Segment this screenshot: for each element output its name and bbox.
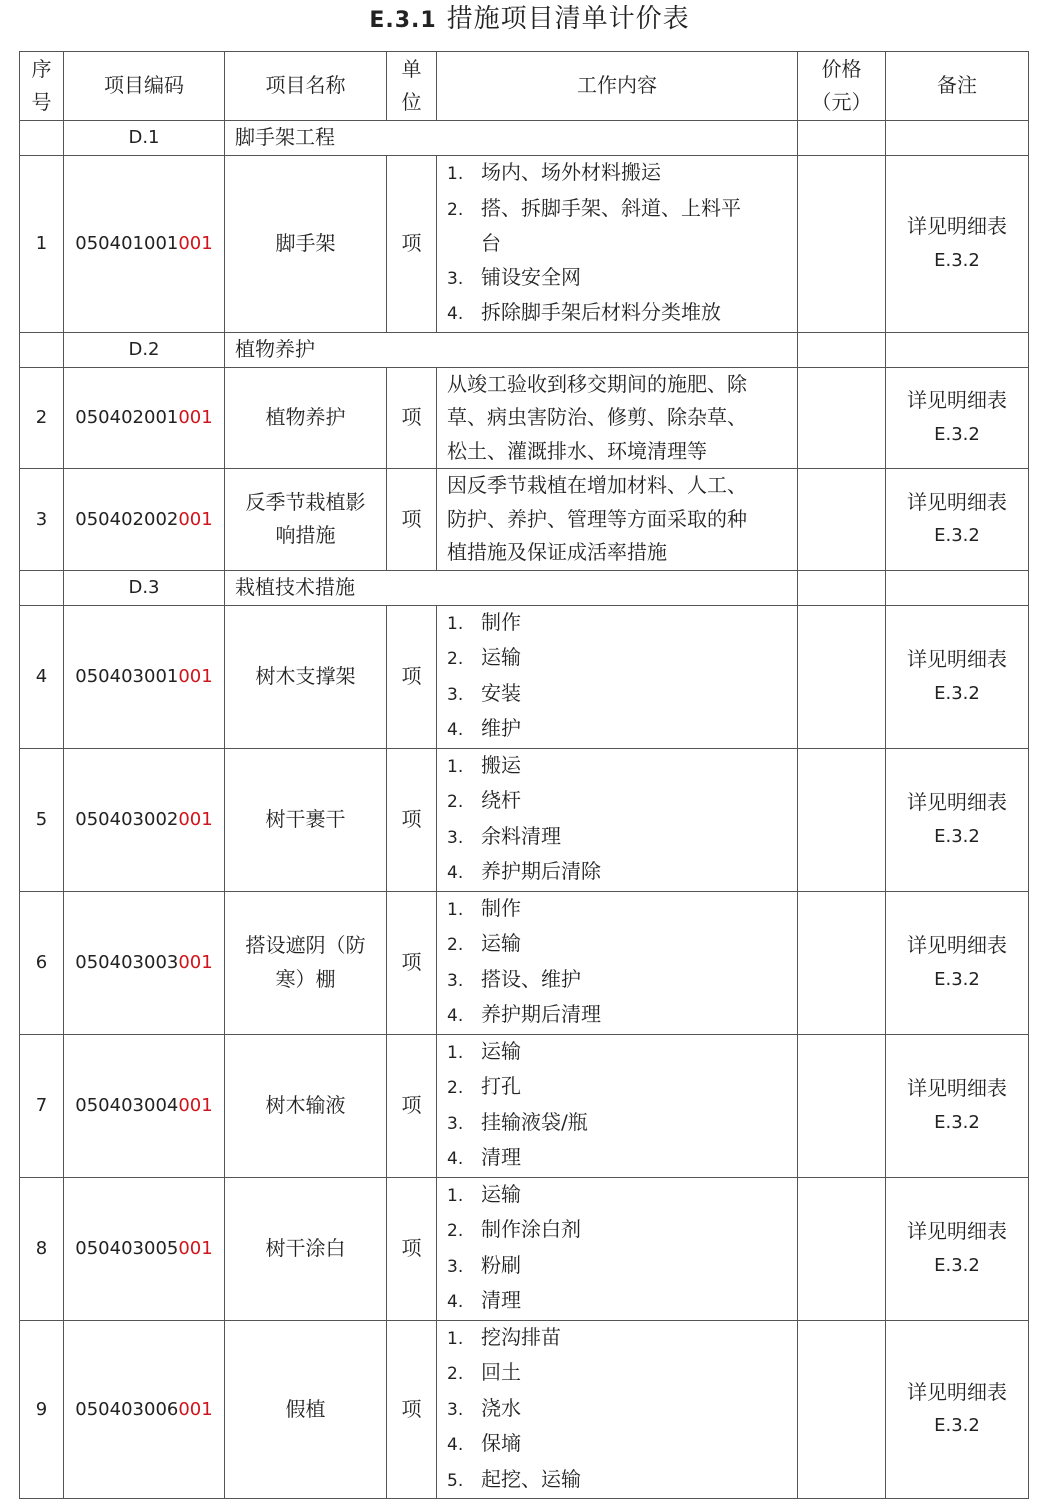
row-name: 假植 (225, 1320, 387, 1499)
work-item-number: 5. (447, 1470, 464, 1491)
work-item (447, 784, 791, 820)
work-item-text: 清理 (481, 1288, 521, 1312)
row-price (798, 1034, 886, 1177)
category-price-cell (798, 570, 886, 605)
row-name: 脚手架 (225, 156, 387, 333)
work-item-text: 搭设、维护 (481, 966, 581, 991)
work-item-number: 4. (447, 1435, 464, 1455)
remark-code: E.3.2 (934, 825, 980, 847)
remark-text: 详见明细表 (907, 790, 1007, 814)
work-item-number: 4. (447, 304, 464, 324)
row-price (798, 748, 886, 891)
work-item (447, 1321, 791, 1357)
work-item-text: 制作涂白剂 (481, 1217, 581, 1241)
work-item-text: 拆除脚手架后材料分类堆放 (481, 300, 721, 324)
work-item-number: 4. (447, 1149, 464, 1169)
work-item-text: 保墒 (481, 1431, 521, 1455)
work-item (447, 677, 791, 713)
work-item (447, 1141, 791, 1177)
header-remark: 备注 (886, 52, 1029, 121)
remark-code: E.3.2 (934, 525, 980, 547)
code-base: 050403003 (75, 951, 179, 973)
remark-code: E.3.2 (934, 682, 980, 704)
row-code (64, 1320, 225, 1499)
row-remark (886, 469, 1029, 571)
code-base: 050402002 (75, 508, 179, 530)
code-base: 050403004 (75, 1094, 179, 1116)
work-item-text: 养护期后清除 (481, 859, 601, 883)
work-item (447, 296, 791, 332)
row-remark (886, 367, 1029, 469)
work-item (447, 227, 791, 261)
work-item-number: 4. (447, 863, 464, 883)
row-name-line: 寒）棚 (275, 966, 336, 991)
row-code (64, 367, 225, 469)
work-line: 草、病虫害防治、修剪、除杂草、 (447, 405, 747, 429)
remark-text: 详见明细表 (907, 1379, 1007, 1404)
work-item-number: 3. (447, 684, 464, 705)
remark-text: 详见明细表 (907, 489, 1007, 514)
remark-code: E.3.2 (934, 1254, 980, 1276)
work-item (447, 1070, 791, 1106)
code-suffix: 001 (178, 951, 213, 973)
work-item-number: 3. (447, 1113, 464, 1134)
work-item-number: 1. (447, 1042, 464, 1063)
work-item-number: 2. (447, 935, 464, 955)
work-item (447, 1106, 791, 1142)
row-seq: 7 (20, 1034, 64, 1177)
row-name: 树木输液 (225, 1034, 387, 1177)
work-item-text: 起挖、运输 (481, 1466, 581, 1491)
row-name-line: 搭设遮阴（防 (245, 933, 366, 957)
code-suffix: 001 (178, 665, 213, 687)
row-unit: 项 (387, 891, 437, 1034)
category-remark-cell (886, 570, 1029, 605)
work-item-text: 铺设安全网 (481, 264, 581, 289)
row-seq: 2 (20, 367, 64, 469)
row-unit: 项 (387, 1034, 437, 1177)
work-item (447, 963, 791, 999)
work-item-text: 打孔 (481, 1074, 521, 1098)
row-work (437, 1034, 798, 1177)
work-item (447, 1392, 791, 1428)
work-item-text: 回土 (481, 1360, 521, 1384)
work-item (447, 261, 791, 297)
work-item (447, 998, 791, 1034)
title-text: 措施项目清单计价表 (446, 4, 690, 34)
row-code (64, 469, 225, 571)
row-seq: 3 (20, 469, 64, 571)
remark-code: E.3.2 (934, 1415, 980, 1437)
work-item (447, 1213, 791, 1249)
row-price (798, 605, 886, 748)
header-price: 价格 （元） (798, 52, 886, 121)
remark-code: E.3.2 (934, 1111, 980, 1133)
row-remark (886, 748, 1029, 891)
row-name-line: 响措施 (275, 523, 336, 548)
header-row (20, 52, 1029, 121)
row-remark (886, 605, 1029, 748)
code-suffix: 001 (178, 1398, 213, 1420)
row-price (798, 1320, 886, 1499)
page-title (0, 0, 1059, 42)
category-name: 植物养护 (225, 332, 798, 367)
work-item (447, 1284, 791, 1320)
work-item-number: 1. (447, 613, 464, 634)
work-item-text: 运输 (481, 1181, 521, 1206)
work-item-text: 挖沟排苗 (481, 1324, 561, 1349)
remark-code: E.3.2 (934, 249, 980, 271)
work-item-number: 3. (447, 268, 464, 289)
work-item-text: 清理 (481, 1145, 521, 1169)
work-item-number: 1. (447, 899, 464, 920)
row-code (64, 891, 225, 1034)
table-row (20, 891, 1029, 1034)
category-code: D.2 (64, 332, 225, 367)
work-item-text: 绕杆 (481, 788, 521, 812)
work-item (447, 892, 791, 928)
remark-text: 详见明细表 (907, 647, 1007, 671)
work-item-text: 浇水 (481, 1395, 521, 1420)
remark-code: E.3.2 (934, 968, 980, 990)
work-item (447, 1427, 791, 1463)
work-item (447, 1249, 791, 1285)
row-name: 树干裹干 (225, 748, 387, 891)
category-seq-cell (20, 121, 64, 156)
code-base: 050403005 (75, 1237, 179, 1259)
work-item-text: 维护 (481, 716, 521, 740)
category-price-cell (798, 121, 886, 156)
row-unit: 项 (387, 367, 437, 469)
header-work: 工作内容 (437, 52, 798, 121)
category-price-cell (798, 332, 886, 367)
code-suffix: 001 (178, 407, 213, 428)
code-base: 050401001 (75, 233, 179, 254)
work-item-text: 挂输液袋/瓶 (481, 1109, 588, 1134)
work-item-text: 粉刷 (481, 1252, 521, 1277)
work-item-number: 1. (447, 1185, 464, 1206)
work-item (447, 192, 791, 228)
row-code (64, 748, 225, 891)
work-item (447, 712, 791, 748)
work-item-number: 2. (447, 649, 464, 669)
work-item-number: 3. (447, 1399, 464, 1420)
row-work (437, 605, 798, 748)
category-name: 栽植技术措施 (225, 570, 798, 605)
category-seq-cell (20, 332, 64, 367)
row-code (64, 156, 225, 333)
table-row (20, 156, 1029, 333)
row-work (437, 367, 798, 469)
row-seq: 6 (20, 891, 64, 1034)
work-item (447, 927, 791, 963)
remark-text: 详见明细表 (907, 1076, 1007, 1100)
table-row (20, 605, 1029, 748)
category-remark-cell (886, 121, 1029, 156)
work-item-number: 1. (447, 1328, 464, 1349)
pricing-table (19, 51, 1029, 1499)
work-item (447, 606, 791, 642)
row-price (798, 469, 886, 571)
table-body (20, 121, 1029, 1499)
work-item (447, 1356, 791, 1392)
work-item-text: 余料清理 (481, 823, 561, 848)
row-unit: 项 (387, 1320, 437, 1499)
category-seq-cell (20, 570, 64, 605)
remark-text: 详见明细表 (907, 388, 1007, 413)
category-row (20, 332, 1029, 367)
row-name-line: 反季节栽植影 (245, 489, 366, 514)
category-code: D.1 (64, 121, 225, 156)
work-item-number: 2. (447, 1364, 464, 1384)
work-item (447, 855, 791, 891)
category-row (20, 121, 1029, 156)
work-item (447, 749, 791, 785)
table-row (20, 367, 1029, 469)
row-unit: 项 (387, 605, 437, 748)
remark-text: 详见明细表 (907, 214, 1007, 239)
category-row (20, 570, 1029, 605)
table-row (20, 748, 1029, 891)
category-name: 脚手架工程 (225, 121, 798, 156)
row-remark (886, 1177, 1029, 1320)
code-suffix: 001 (178, 1237, 213, 1259)
work-item-number: 2. (447, 1078, 464, 1098)
work-item-number: 2. (447, 199, 464, 220)
header-code: 项目编码 (64, 52, 225, 121)
code-suffix: 001 (178, 508, 213, 530)
code-suffix: 001 (178, 808, 213, 830)
work-item-number: 3. (447, 827, 464, 848)
row-remark (886, 1320, 1029, 1499)
work-item (447, 1463, 791, 1499)
table-row (20, 1177, 1029, 1320)
work-item-number: 2. (447, 1221, 464, 1241)
remark-text: 详见明细表 (907, 933, 1007, 957)
row-unit: 项 (387, 1177, 437, 1320)
row-name: 树干涂白 (225, 1177, 387, 1320)
row-seq: 5 (20, 748, 64, 891)
row-code (64, 605, 225, 748)
work-line: 因反季节栽植在增加材料、人工、 (447, 473, 747, 497)
row-price (798, 891, 886, 1034)
remark-text: 详见明细表 (907, 1219, 1007, 1243)
work-item-text: 制作 (481, 895, 521, 920)
row-work (437, 156, 798, 333)
work-item (447, 1178, 791, 1214)
row-unit: 项 (387, 469, 437, 571)
table-row (20, 1034, 1029, 1177)
row-code (64, 1034, 225, 1177)
work-item (447, 641, 791, 677)
category-remark-cell (886, 332, 1029, 367)
table-row (20, 469, 1029, 571)
row-remark (886, 891, 1029, 1034)
row-name: 植物养护 (225, 367, 387, 469)
code-suffix: 001 (178, 1094, 213, 1116)
work-line: 松土、灌溉排水、环境清理等 (447, 438, 707, 463)
work-item-number: 2. (447, 792, 464, 812)
work-item-number: 4. (447, 1292, 464, 1312)
row-price (798, 156, 886, 333)
header-name: 项目名称 (225, 52, 387, 121)
work-item-text: 台 (481, 231, 501, 255)
title-number: E.3.1 (369, 8, 437, 33)
row-remark (886, 1034, 1029, 1177)
work-item-number: 1. (447, 756, 464, 777)
header-unit: 单 位 (387, 52, 437, 121)
work-item (447, 820, 791, 856)
code-base: 050403002 (75, 808, 179, 830)
work-item-text: 运输 (481, 931, 521, 955)
work-item-number: 3. (447, 1256, 464, 1277)
row-work (437, 748, 798, 891)
work-item-text: 搬运 (481, 752, 521, 777)
row-work (437, 891, 798, 1034)
work-item (447, 156, 791, 192)
work-item-number: 3. (447, 970, 464, 991)
code-base: 050403001 (75, 665, 179, 687)
work-line: 植措施及保证成活率措施 (447, 540, 667, 564)
row-seq: 4 (20, 605, 64, 748)
work-item-text: 搭、拆脚手架、斜道、上料平 (481, 195, 741, 220)
row-work (437, 1320, 798, 1499)
code-suffix: 001 (178, 233, 213, 254)
row-unit: 项 (387, 748, 437, 891)
row-name (225, 469, 387, 571)
work-line: 防护、养护、管理等方面采取的种 (447, 506, 747, 531)
table-row (20, 1320, 1029, 1499)
code-base: 050402001 (75, 407, 179, 428)
row-seq: 9 (20, 1320, 64, 1499)
row-remark (886, 156, 1029, 333)
work-item-text: 制作 (481, 609, 521, 634)
row-work (437, 469, 798, 571)
work-item-text: 场内、场外材料搬运 (481, 160, 661, 184)
work-item (447, 1035, 791, 1071)
row-work (437, 1177, 798, 1320)
row-unit: 项 (387, 156, 437, 333)
work-item-text: 养护期后清理 (481, 1002, 601, 1026)
row-name: 树木支撑架 (225, 605, 387, 748)
work-item-number: 1. (447, 164, 464, 184)
work-item-number: 4. (447, 720, 464, 740)
row-code (64, 1177, 225, 1320)
remark-code: E.3.2 (934, 423, 980, 445)
work-item-text: 安装 (481, 680, 521, 705)
header-seq: 序 号 (20, 52, 64, 121)
code-base: 050403006 (75, 1398, 179, 1420)
work-line: 从竣工验收到移交期间的施肥、除 (447, 371, 747, 396)
row-seq: 8 (20, 1177, 64, 1320)
category-code: D.3 (64, 570, 225, 605)
row-price (798, 367, 886, 469)
row-seq: 1 (20, 156, 64, 333)
work-item-number: 4. (447, 1006, 464, 1026)
row-name (225, 891, 387, 1034)
work-item-text: 运输 (481, 645, 521, 669)
row-price (798, 1177, 886, 1320)
work-item-text: 运输 (481, 1038, 521, 1063)
